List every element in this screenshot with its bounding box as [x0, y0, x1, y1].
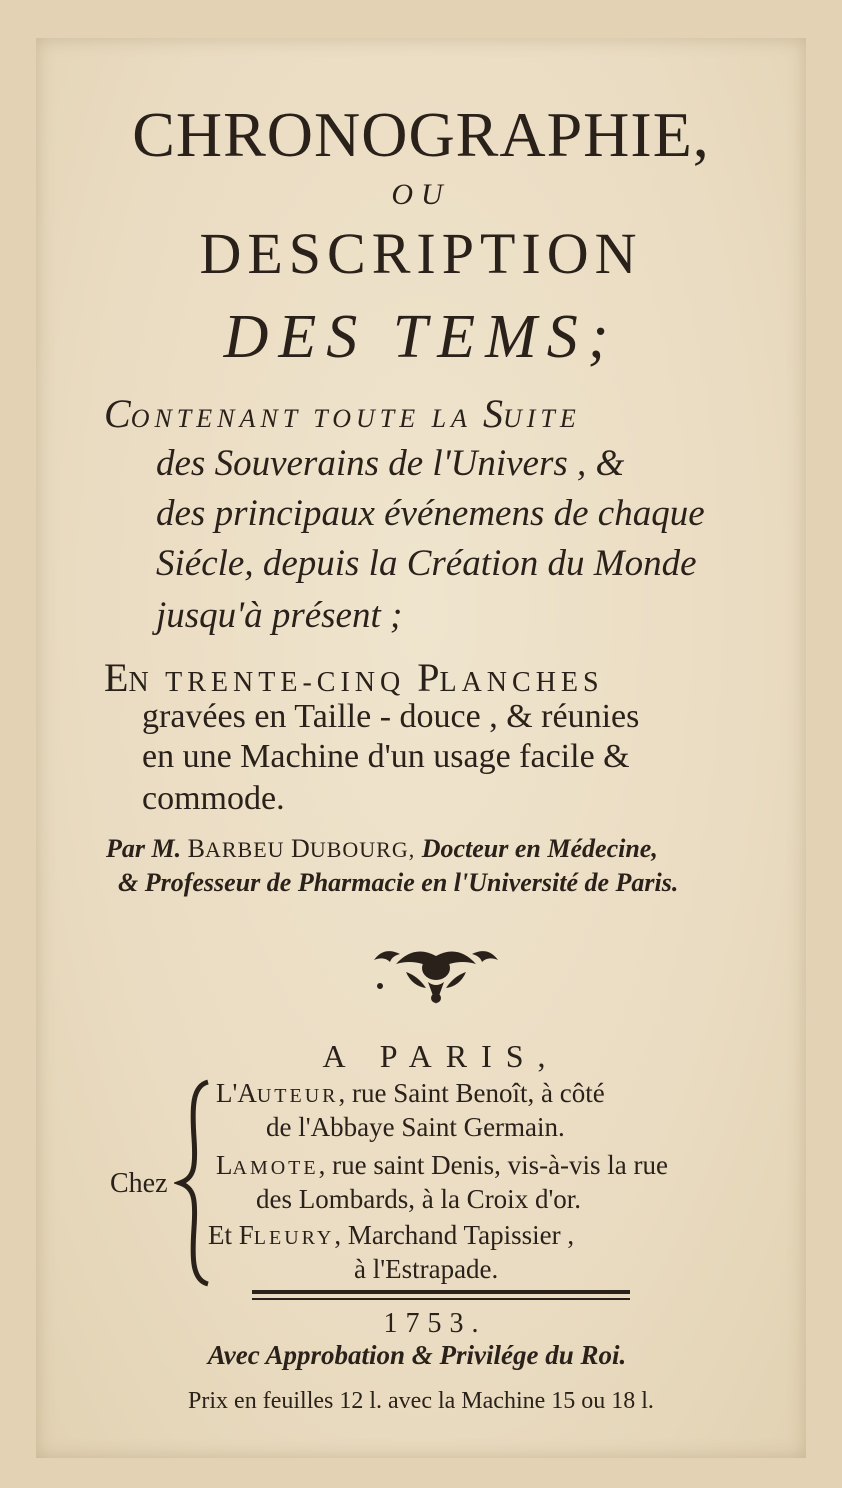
price-line: Prix en feuilles 12 l. avec la Machine 15 ou 18 l. [188, 1388, 654, 1414]
author-line-2: & Professeur de Pharmacie en l'Université de Paris. [118, 868, 679, 897]
subtitle-smallcaps: ONTENANT TOUTE LA [130, 404, 483, 433]
imprint-chez: Chez [110, 1168, 168, 1199]
author-name-smallcaps: ARBEU [204, 837, 292, 862]
title-line-3: DES TEMS; [223, 303, 619, 371]
author-prefix: Par M. [106, 834, 188, 863]
imprint-address-1 [216, 1078, 842, 1109]
double-rule-thin [252, 1298, 630, 1300]
title-ou: OU [391, 178, 451, 211]
subtitle-initial: C [104, 391, 131, 436]
address-3-initial: F [238, 1220, 254, 1250]
planches-smallcaps: N TRENTE-CINQ [128, 667, 418, 698]
planches-initial: E [104, 655, 129, 700]
address-1-initial: L'A [216, 1078, 257, 1108]
imprint-address-3 [208, 1220, 842, 1251]
imprint-address-2 [216, 1150, 842, 1181]
address-3-rest: , Marchand Tapissier , [334, 1220, 575, 1250]
imprint-city: A PARIS, [322, 1038, 560, 1074]
subtitle-line-2: des Souverains de l'Univers , & [156, 443, 625, 484]
approbation-line: Avec Approbation & Privilége du Roi. [207, 1340, 627, 1370]
subtitle-line-1 [104, 390, 842, 437]
title-page [36, 38, 806, 1458]
address-1-smallcaps: UTEUR [256, 1085, 339, 1107]
author-title: Docteur en Médecine, [415, 834, 658, 863]
author-name-initial: B [187, 834, 205, 863]
publication-year: 1753. [383, 1308, 487, 1339]
address-3-prefix: Et [208, 1220, 239, 1250]
author-line-1 [106, 834, 842, 864]
imprint-address-2b: des Lombards, à la Croix d'or. [256, 1184, 582, 1214]
subtitle-line-4: Siécle, depuis la Création du Monde [156, 543, 697, 584]
planches-line-2: gravées en Taille - douce , & réunies [142, 698, 640, 735]
author-name-smallcaps-2: UBOURG, [309, 837, 416, 862]
planches-line-3: en une Machine d'un usage facile & [142, 738, 630, 775]
title-line-2: DESCRIPTION [199, 221, 643, 286]
address-2-initial: L [216, 1150, 233, 1180]
double-rule-thick [252, 1290, 630, 1294]
planches-smallcaps-2: LANCHES [439, 667, 604, 698]
subtitle-initial-2: S [482, 391, 503, 436]
title-line-1: CHRONOGRAPHIE, [132, 99, 710, 170]
imprint-address-1b: de l'Abbaye Saint Germain. [266, 1112, 565, 1142]
imprint-address-3b: à l'Estrapade. [354, 1254, 499, 1284]
address-3-smallcaps: LEURY [253, 1227, 335, 1249]
fleuron-ornament-icon [366, 938, 506, 1008]
author-name-initial-2: D [291, 834, 310, 863]
subtitle-line-5: jusqu'à présent ; [156, 595, 403, 636]
address-1-rest: , rue Saint Benoît, à côté [338, 1078, 605, 1108]
address-2-smallcaps: AMOTE [232, 1157, 319, 1179]
curly-brace-icon [174, 1078, 214, 1288]
address-2-rest: , rue saint Denis, vis-à-vis la rue [318, 1150, 669, 1180]
planches-line-1 [104, 654, 842, 701]
subtitle-smallcaps-2: UITE [502, 404, 581, 433]
planches-line-4: commode. [142, 780, 285, 817]
subtitle-line-3: des principaux événemens de chaque [156, 493, 705, 534]
planches-initial-2: P [417, 655, 440, 700]
